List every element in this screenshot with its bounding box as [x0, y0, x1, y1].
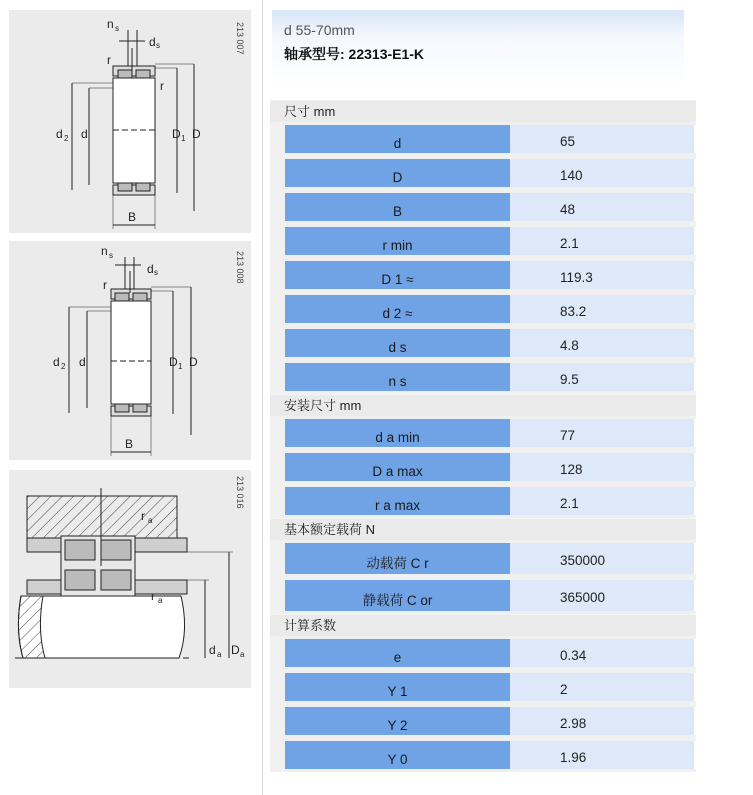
diagram-code: 213 008 [235, 251, 245, 284]
table-row [270, 577, 696, 614]
D-label: D [192, 127, 201, 141]
param-value: 77 [510, 419, 696, 447]
param-name: r min [285, 227, 510, 255]
table-row [270, 258, 696, 292]
param-name: D [285, 159, 510, 187]
param-value: 365000 [510, 580, 696, 611]
param-name: 动载荷 C r [285, 543, 510, 574]
table-row [270, 292, 696, 326]
r-label: r [107, 53, 111, 67]
d-label: d [81, 127, 88, 141]
param-value: 2.98 [510, 707, 696, 735]
D-label: D [189, 355, 198, 369]
r-label: r [160, 79, 164, 93]
svg-text:2: 2 [64, 134, 69, 143]
param-value: 83.2 [510, 295, 696, 323]
table-row [270, 122, 696, 156]
bearing-dimension-diagram-2 [9, 241, 251, 460]
param-value: 9.5 [510, 363, 696, 391]
svg-text:a: a [240, 650, 245, 659]
svg-text:a: a [158, 596, 163, 605]
param-value: 0.34 [510, 639, 696, 667]
product-header [272, 10, 684, 86]
svg-text:s: s [156, 41, 160, 50]
svg-text:a: a [217, 650, 222, 659]
param-name: B [285, 193, 510, 221]
param-name: d [285, 125, 510, 153]
param-value: 48 [510, 193, 696, 221]
param-name: n s [285, 363, 510, 391]
param-value: 4.8 [510, 329, 696, 357]
param-name: d 2 ≈ [285, 295, 510, 323]
spec-table [270, 100, 696, 772]
param-value: 65 [510, 125, 696, 153]
B-label: B [128, 210, 137, 224]
table-row [270, 360, 696, 394]
ra-label: r [151, 589, 155, 603]
param-name: D 1 ≈ [285, 261, 510, 289]
d2-label: d [53, 355, 60, 369]
diagram-code: 213 016 [235, 476, 245, 509]
param-name: Y 2 [285, 707, 510, 735]
param-name: Y 1 [285, 673, 510, 701]
table-row [270, 190, 696, 224]
ds-label: d [149, 35, 156, 49]
param-value: 140 [510, 159, 696, 187]
param-value: 128 [510, 453, 696, 481]
B-label: B [125, 437, 134, 451]
D1-label: D [169, 355, 178, 369]
mounting-dimension-diagram [9, 470, 251, 688]
param-value: 2.1 [510, 227, 696, 255]
table-row [270, 540, 696, 577]
svg-text:1: 1 [181, 134, 186, 143]
param-name: d s [285, 329, 510, 357]
table-row [270, 156, 696, 190]
section-header-load-ratings: 基本额定载荷 N [270, 518, 696, 540]
param-value: 2.1 [510, 487, 696, 515]
bearing-dimension-diagram-1 [9, 10, 251, 233]
D1-label: D [172, 127, 181, 141]
r-label: r [103, 278, 107, 292]
diagram-panel [0, 0, 262, 795]
da-label: d [209, 643, 216, 657]
table-row [270, 738, 696, 772]
bore-range: d 55-70mm [284, 22, 355, 38]
param-name: d a min [285, 419, 510, 447]
section-header-mounting: 安装尺寸 mm [270, 394, 696, 416]
table-row [270, 224, 696, 258]
param-name: 静载荷 C or [285, 580, 510, 611]
param-name: e [285, 639, 510, 667]
svg-text:1: 1 [178, 362, 183, 371]
svg-text:s: s [109, 251, 113, 260]
Da-label: D [231, 643, 240, 657]
param-value: 119.3 [510, 261, 696, 289]
table-row [270, 704, 696, 738]
d2-label: d [56, 127, 63, 141]
section-header-dimensions: 尺寸 mm [270, 100, 696, 122]
table-row [270, 326, 696, 360]
svg-text:2: 2 [61, 362, 66, 371]
param-name: r a max [285, 487, 510, 515]
svg-text:s: s [154, 268, 158, 277]
ra-label: r [141, 509, 145, 523]
bearing-model: 轴承型号: 22313-E1-K [284, 46, 425, 62]
param-value: 2 [510, 673, 696, 701]
ns-label: n [107, 17, 114, 31]
param-value: 350000 [510, 543, 696, 574]
panel-divider [262, 0, 263, 795]
svg-text:s: s [115, 24, 119, 33]
table-row [270, 484, 696, 518]
param-value: 1.96 [510, 741, 696, 769]
section-header-calculation-factors: 计算系数 [270, 614, 696, 636]
param-name: D a max [285, 453, 510, 481]
table-row [270, 636, 696, 670]
ds-label: d [147, 262, 154, 276]
table-row [270, 416, 696, 450]
svg-text:a: a [148, 516, 153, 525]
ns-label: n [101, 244, 108, 258]
table-row [270, 450, 696, 484]
table-row [270, 670, 696, 704]
diagram-code: 213 007 [235, 22, 245, 55]
d-label: d [79, 355, 86, 369]
param-name: Y 0 [285, 741, 510, 769]
